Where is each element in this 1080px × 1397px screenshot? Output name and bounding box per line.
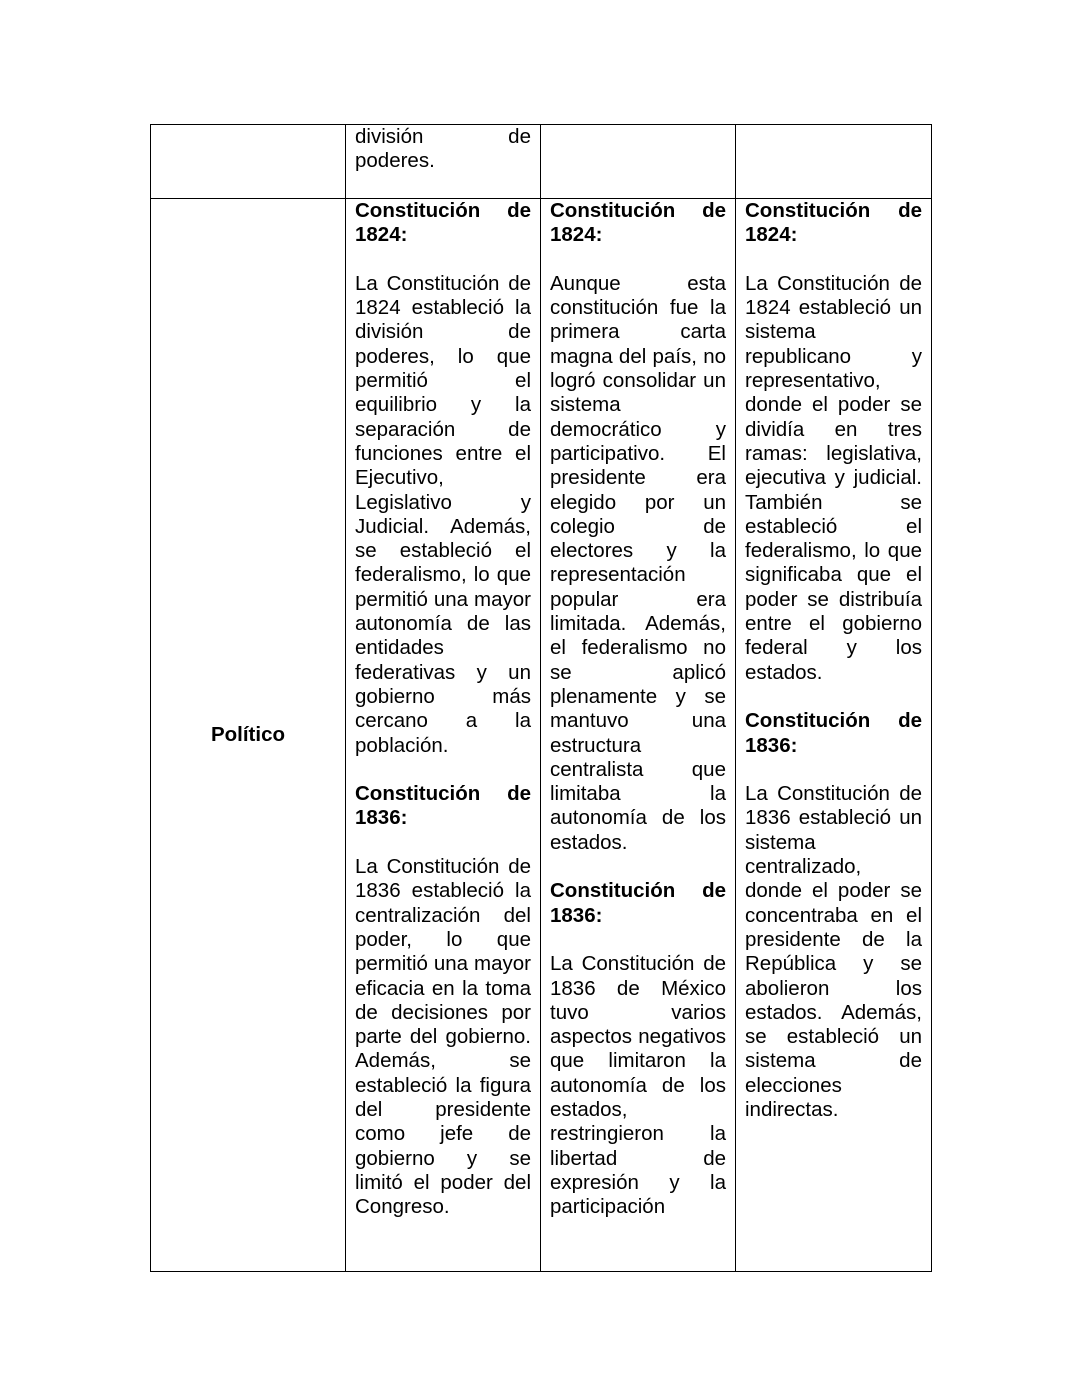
row-header-politico: Político	[151, 199, 346, 1272]
table-row	[151, 125, 932, 199]
cell-paragraph: La Constitución de 1836 de México tuvo varios aspectos negativos que limitaron la autonomía de los estados, restringieron la libertad de expresión y la participación	[550, 952, 726, 1219]
table-cell	[736, 125, 932, 199]
table-row	[151, 199, 932, 1272]
cell-paragraph: La Constitución de 1824 estableció un sistema republicano y representativo, donde el poder se dividía en tres ramas: legislativa, ejecutiva y judicial. También se estableció el federalismo, lo que significaba que el poder se distribuía entre el gobierno federal y los estados.	[745, 271, 922, 684]
cell-paragraph: La Constitución de 1836 estableció la centralización del poder, lo que permitió una mayor eficacia en la toma de decisiones por parte del gobierno. Además, se estableció la figura del presidente como jefe de gobierno y se limitó el poder del Congreso.	[355, 855, 531, 1219]
table-cell	[541, 199, 736, 1272]
section-heading: Constitución de 1836:	[355, 782, 531, 830]
table-cell	[151, 125, 346, 199]
table-cell	[346, 125, 541, 199]
cell-text: división de poderes.	[355, 125, 531, 173]
section-heading: Constitución de 1824:	[745, 199, 922, 247]
table-cell	[346, 199, 541, 1272]
cell-paragraph: La Constitución de 1824 estableció la división de poderes, lo que permitió el equilibrio y la separación de funciones entre el Ejecutivo, Legislativo y Judicial. Además, se estableció el federalismo, lo que permitió una mayor autonomía de las entidades federativas y un gobierno más cercano a la población.	[355, 271, 531, 757]
section-heading: Constitución de 1836:	[745, 709, 922, 757]
cell-paragraph: Aunque esta constitución fue la primera carta magna del país, no logró consolidar un sistema democrático y participativo. El presidente era elegido por un colegio de electores y la representación popular era limitada. Además, el federalismo no se aplicó plenamente y se mantuvo una estructura centralista que limitaba la autonomía de los estados.	[550, 271, 726, 854]
table-cell	[736, 199, 932, 1272]
comparison-table	[150, 124, 932, 1272]
cell-paragraph: La Constitución de 1836 estableció un sistema centralizado, donde el poder se concentraba en el presidente de la República y se abolieron los estados. Además, se estableció un sistema de elecciones indirectas.	[745, 782, 922, 1121]
section-heading: Constitución de 1836:	[550, 879, 726, 927]
section-heading: Constitución de 1824:	[550, 199, 726, 247]
table-cell	[541, 125, 736, 199]
section-heading: Constitución de 1824:	[355, 199, 531, 247]
